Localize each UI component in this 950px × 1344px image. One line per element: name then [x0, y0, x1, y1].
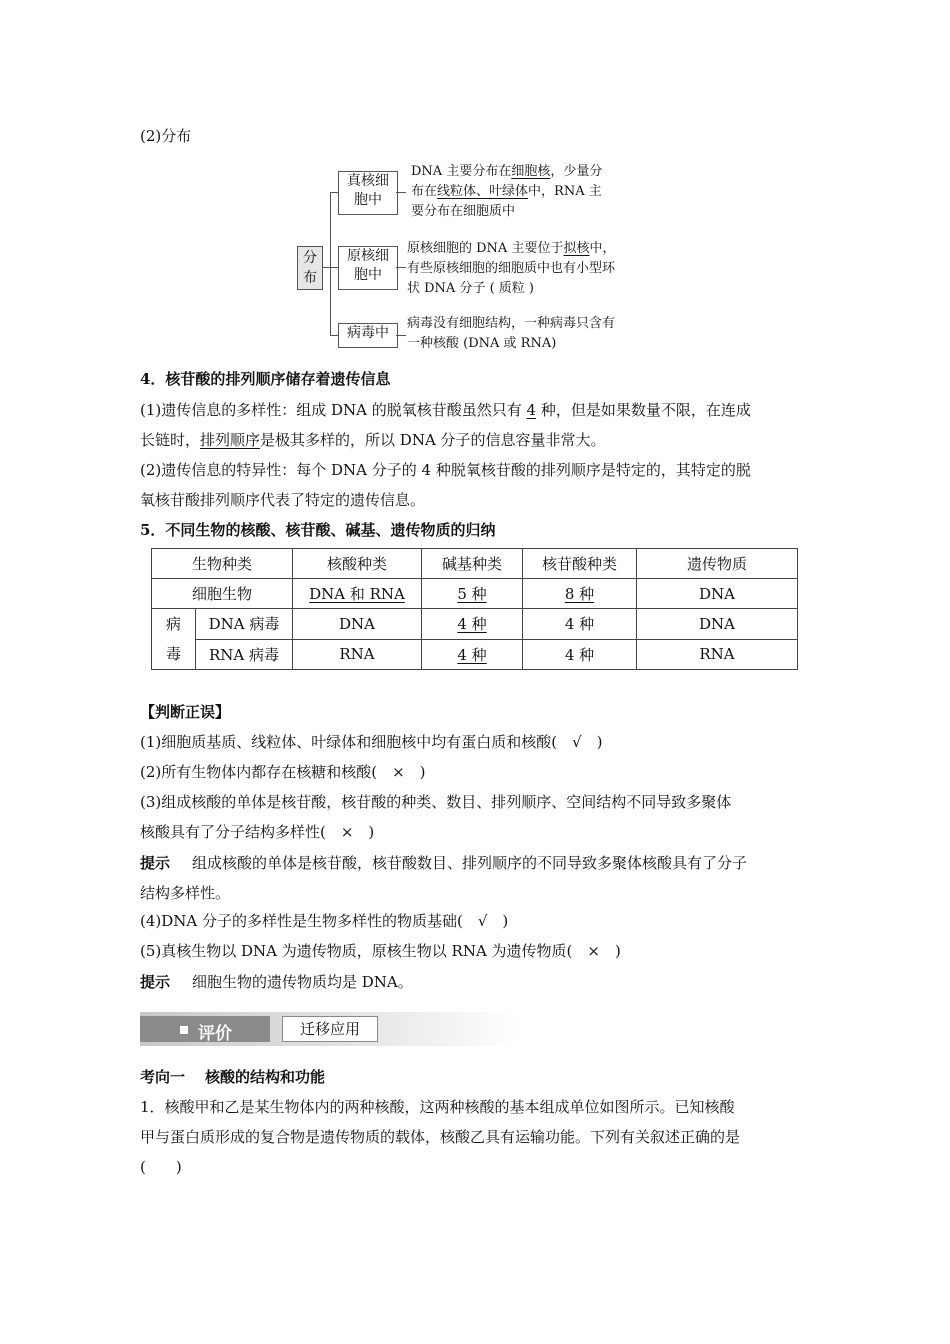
connector: [322, 267, 330, 268]
table-cell: DNA: [293, 609, 422, 640]
hint: 结构多样性。: [140, 884, 231, 902]
table-row: [152, 609, 798, 640]
branch-label: 胞中: [354, 192, 382, 208]
table-cell: DNA 病毒: [196, 609, 293, 640]
branch-label: 原核细: [347, 248, 389, 264]
banner-dark-block: [140, 1016, 270, 1042]
table-header-row: [152, 549, 798, 579]
table-cell: 4 种: [523, 639, 637, 670]
table-cell: DNA: [637, 609, 798, 640]
table-cell: DNA: [637, 579, 798, 609]
judgement-item: 核酸具有了分子结构多样性( × ): [140, 823, 375, 841]
judgement-item: (2)所有生物体内都存在核糖和核酸( × ): [140, 763, 426, 781]
branch-eukaryote: [338, 171, 398, 215]
table-cell: DNA 和 RNA: [293, 579, 422, 609]
connector: [396, 267, 406, 268]
section-banner: [140, 1012, 520, 1046]
connector: [330, 192, 338, 193]
branch-label: 病毒中: [347, 325, 389, 341]
hint: 提示 组成核酸的单体是核苷酸，核苷酸数目、排列顺序的不同导致多聚体核酸具有了分子: [140, 854, 748, 872]
summary-table: [151, 548, 798, 670]
table-header: 生物种类: [152, 549, 293, 579]
judgement-item: (3)组成核酸的单体是核苷酸，核苷酸的种类、数目、排列顺序、空间结构不同导致多聚体: [140, 793, 732, 811]
diagram-root: [297, 246, 323, 290]
connector: [396, 335, 406, 336]
square-bullet-icon: [180, 1026, 188, 1034]
connector: [330, 335, 338, 336]
question-text: 1．核酸甲和乙是某生物体内的两种核酸，这两种核酸的基本组成单位如图所示。已知核酸: [140, 1098, 735, 1116]
branch-label: 胞中: [354, 267, 382, 283]
banner-tab: 迁移应用: [282, 1016, 378, 1042]
table-cell: 8 种: [523, 579, 637, 609]
item4-heading: 4．核苷酸的排列顺序储存着遗传信息: [140, 370, 391, 388]
table-cell: RNA: [637, 639, 798, 670]
table-row: [152, 639, 798, 670]
table-header: 核苷酸种类: [523, 549, 637, 579]
table-cell: 4 种: [523, 609, 637, 640]
connector: [330, 267, 338, 268]
diagram-root-label: 分布: [303, 250, 317, 286]
paragraph: (2)遗传信息的特异性：每个 DNA 分子的 4 种脱氧核苷酸的排列顺序是特定的，其特定的脱: [140, 461, 751, 479]
table-header: 遗传物质: [637, 549, 798, 579]
table-cell-virus-group: 病 毒: [152, 609, 196, 670]
item5-heading: 5．不同生物的核酸、核苷酸、碱基、遗传物质的归纳: [140, 521, 496, 539]
table-cell: 5 种: [422, 579, 523, 609]
connector: [330, 192, 331, 335]
judgement-item: (1)细胞质基质、线粒体、叶绿体和细胞核中均有蛋白质和核酸( √ ): [140, 733, 603, 751]
branch-prokaryote: [338, 246, 398, 290]
table-cell: 细胞生物: [152, 579, 293, 609]
direction-heading: 考向一 核酸的结构和功能: [140, 1068, 326, 1086]
question-text: 甲与蛋白质形成的复合物是遗传物质的载体，核酸乙具有运输功能。下列有关叙述正确的是: [140, 1128, 741, 1146]
table-header: 碱基种类: [422, 549, 523, 579]
connector: [396, 192, 406, 193]
branch-label: 真核细: [347, 173, 389, 189]
branch-virus: [338, 323, 398, 348]
paragraph: 长链时，排列顺序是极其多样的，所以 DNA 分子的信息容量非常大。: [140, 431, 606, 449]
hint: 提示 细胞生物的遗传物质均是 DNA。: [140, 973, 413, 991]
paragraph: 氧核苷酸排列顺序代表了特定的遗传信息。: [140, 491, 426, 509]
paragraph: (1)遗传信息的多样性：组成 DNA 的脱氧核苷酸虽然只有 4 种，但是如果数量不限，在连成: [140, 401, 751, 419]
banner-title: 评价: [198, 1024, 232, 1044]
table-cell: 4 种: [422, 609, 523, 640]
judgement-heading: 【判断正误】: [140, 703, 231, 721]
question-text: ( ): [140, 1158, 182, 1176]
judgement-item: (4)DNA 分子的多样性是生物多样性的物质基础( √ ): [140, 912, 509, 930]
table-cell: 4 种: [422, 639, 523, 670]
judgement-item: (5)真核生物以 DNA 为遗传物质，原核生物以 RNA 为遗传物质( × ): [140, 942, 621, 960]
table-header: 核酸种类: [293, 549, 422, 579]
branch-eukaryote-text: DNA 主要分布在细胞核，少量分 布在线粒体、叶绿体中，RNA 主 要分布在细胞质中: [411, 164, 603, 219]
section-heading: (2)分布: [140, 127, 192, 145]
branch-virus-text: 病毒没有细胞结构，一种病毒只含有 一种核酸 (DNA 或 RNA): [407, 316, 616, 351]
table-cell: RNA: [293, 639, 422, 670]
table-cell: RNA 病毒: [196, 639, 293, 670]
table-row: [152, 579, 798, 609]
branch-prokaryote-text: 原核细胞的 DNA 主要位于拟核中， 有些原核细胞的细胞质中也有小型环 状 DNA 分子 ( 质粒 ): [407, 241, 616, 296]
